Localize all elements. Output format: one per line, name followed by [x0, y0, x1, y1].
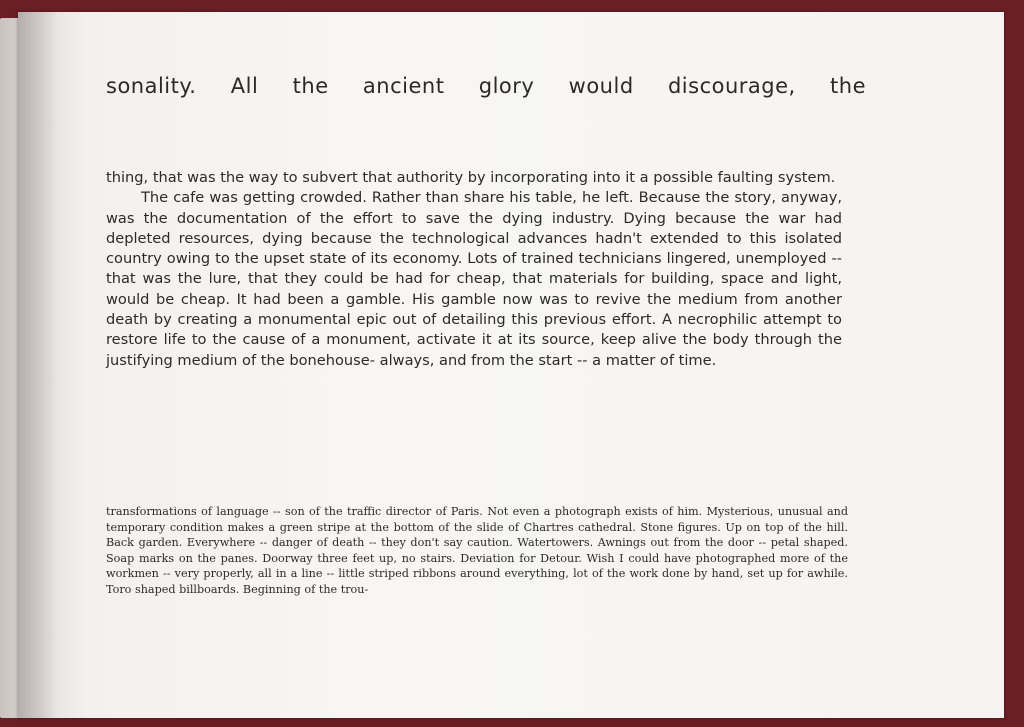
paragraph: The cafe was getting crowded. Rather than share his table, he left. Because the story, anyway, was the documentation of the effort to save the dying industry. Dying because the war had depleted resources, dying because the technological advances hadn't extended to this isolated country owing to the upset state of its economy. Lots of trained technicians lingered, unemployed -- that was the lure, that they could be had for cheap, that materials for building, space and light, would be cheap. It had been a gamble. His gamble now was to revive the medium from another death by creating a monumental epic out of detailing this previous effort. A necrophilic attempt to restore life to the cause of a monument, activate it at its source, keep alive the body through the justifying medium of the bonehouse- always, and from the start -- a matter of time.	[106, 189, 842, 369]
paragraph: thing, that was the way to subvert that authority by incorporating into it a possible faulting system.	[106, 169, 836, 186]
page-heading: sonality. All the ancient glory would discourage, the	[106, 74, 866, 98]
main-text-block	[106, 168, 842, 371]
footnote-text-block: transformations of language -- son of the traffic director of Paris. Not even a photograph exists of him. Mysterious, unusual and temporary condition makes a green stripe at the bottom of the slide of Chartres cathedral. Stone figures. Up on top of the hill. Back garden. Everywhere -- danger of death -- they don't say caution. Watertowers. Awnings out from the door -- petal shaped. Soap marks on the panes. Doorway three feet up, no stairs. Deviation for Detour. Wish I could have photographed more of the workmen -- very properly, all in a line -- little striped ribbons around everything, lot of the work done by hand, set up for awhile. Toro shaped billboards. Beginning of the trou-	[106, 505, 848, 596]
page-gutter-shadow	[18, 12, 58, 718]
